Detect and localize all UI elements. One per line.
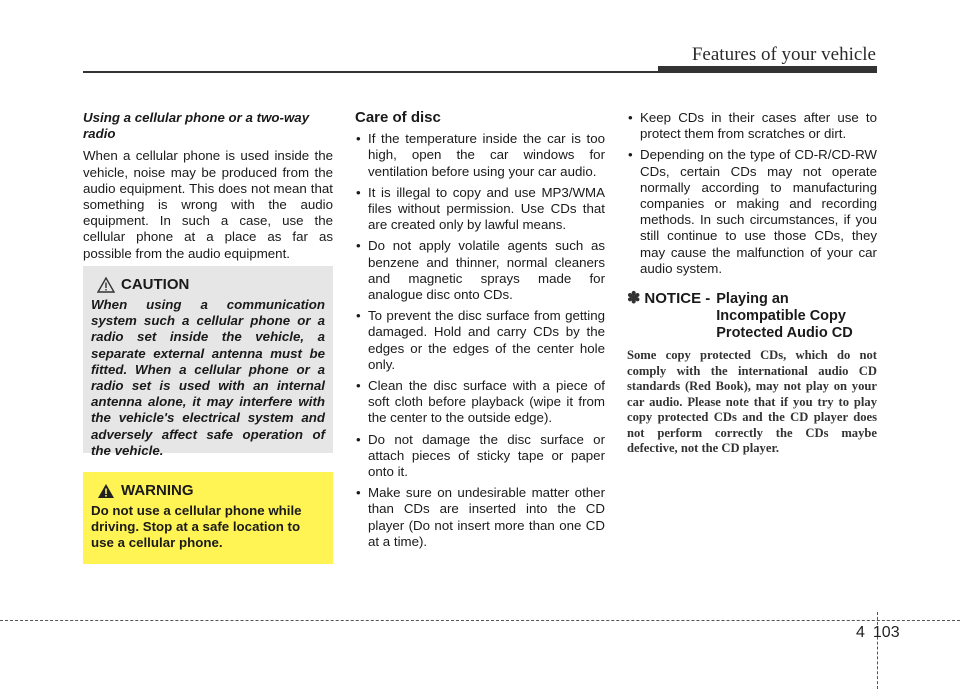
care-of-disc-list [355,131,605,550]
cellular-subheading: Using a cellular phone or a two-way radio [83,110,310,142]
list-item: • Make sure on undesirable matter other than CDs are inserted into the CD player (Do not insert more than one CD at a time). [355,485,605,550]
notice-title-line: Playing an [716,291,789,308]
caution-heading [97,276,325,293]
notice-title-line: Protected Audio CD [716,325,853,342]
list-item: • Do not apply volatile agents such as benzene and thinner, normal cleaners and magnetic sprays made for analogue disc onto CDs. [355,238,605,303]
list-item: • To prevent the disc surface from getting damaged. Hold and carry CDs by the edges or the edges of the center hole only. [355,308,605,373]
header-bar [658,66,877,73]
list-item: • Keep CDs in their cases after use to protect them from scratches or dirt. [627,110,877,142]
cellular-paragraph: When a cellular phone is used inside the vehicle, noise may be produced from the audio equipment. This does not mean that something is wrong with the audio equipment. In such a case, use the cellular phone at a place as far as possible from the audio equipment. [83,148,333,261]
warning-heading [97,482,325,499]
list-item: • It is illegal to copy and use MP3/WMA files without permission. Use CDs that are created only by lawful means. [355,185,605,234]
notice-star-icon: ✽ [627,290,641,308]
list-item: • Depending on the type of CD-R/CD-RW CDs, certain CDs may not operate normally according to manufacturing companies or making and recording methods. In such circumstances, if you still continue to use those CDs, they may cause the malfunction of your car audio system. [627,147,877,277]
notice-heading [627,291,877,342]
column-3 [627,110,877,457]
notice-block [627,291,877,457]
notice-title [716,291,852,342]
cd-care-list [627,110,877,277]
header-rule [83,71,661,73]
footer-dashed-rule [0,620,960,621]
list-item: • Clean the disc surface with a piece of soft cloth before playback (wipe it from the center to the outside edge). [355,378,605,427]
column-2 [355,110,605,555]
warning-title: WARNING [121,482,194,499]
caution-title: CAUTION [121,276,190,293]
caution-triangle-icon [97,277,115,293]
notice-label: NOTICE - [644,290,711,308]
list-item: • Do not damage the disc surface or attach pieces of sticky tape or paper onto it. [355,432,605,481]
list-item: • If the temperature inside the car is too high, open the car windows for ventilation before using your car audio. [355,131,605,180]
chapter-number: 4 [856,624,865,641]
page-number [856,624,900,642]
page-number-value: 103 [872,624,900,641]
column-1 [83,110,333,262]
warning-triangle-icon [97,483,115,499]
caution-box [83,266,333,458]
warning-text: Do not use a cellular phone while driving. Stop at a safe location to use a cellular phone. [91,503,302,551]
notice-title-line: Incompatible Copy [716,308,846,325]
warning-box [83,472,333,564]
caution-text: When using a communication system such a cellular phone or a radio set inside the vehicle, a separate external antenna must be fitted. When a cellular phone or a radio set is used with an internal antenna alone, it may interfere with the vehicle's electrical system and adversely affect safe operation of the vehicle. [91,297,325,458]
page-header-title: Features of your vehicle [691,44,876,65]
notice-body: Some copy protected CDs, which do not comply with the international audio CD standards (Red Book), may not play on your car audio. Please note that if you try to play copy protected CDs and the CD player does not perform correctly the CDs maybe defective, not the CD player. [627,348,877,456]
care-of-disc-heading: Care of disc [355,109,441,126]
